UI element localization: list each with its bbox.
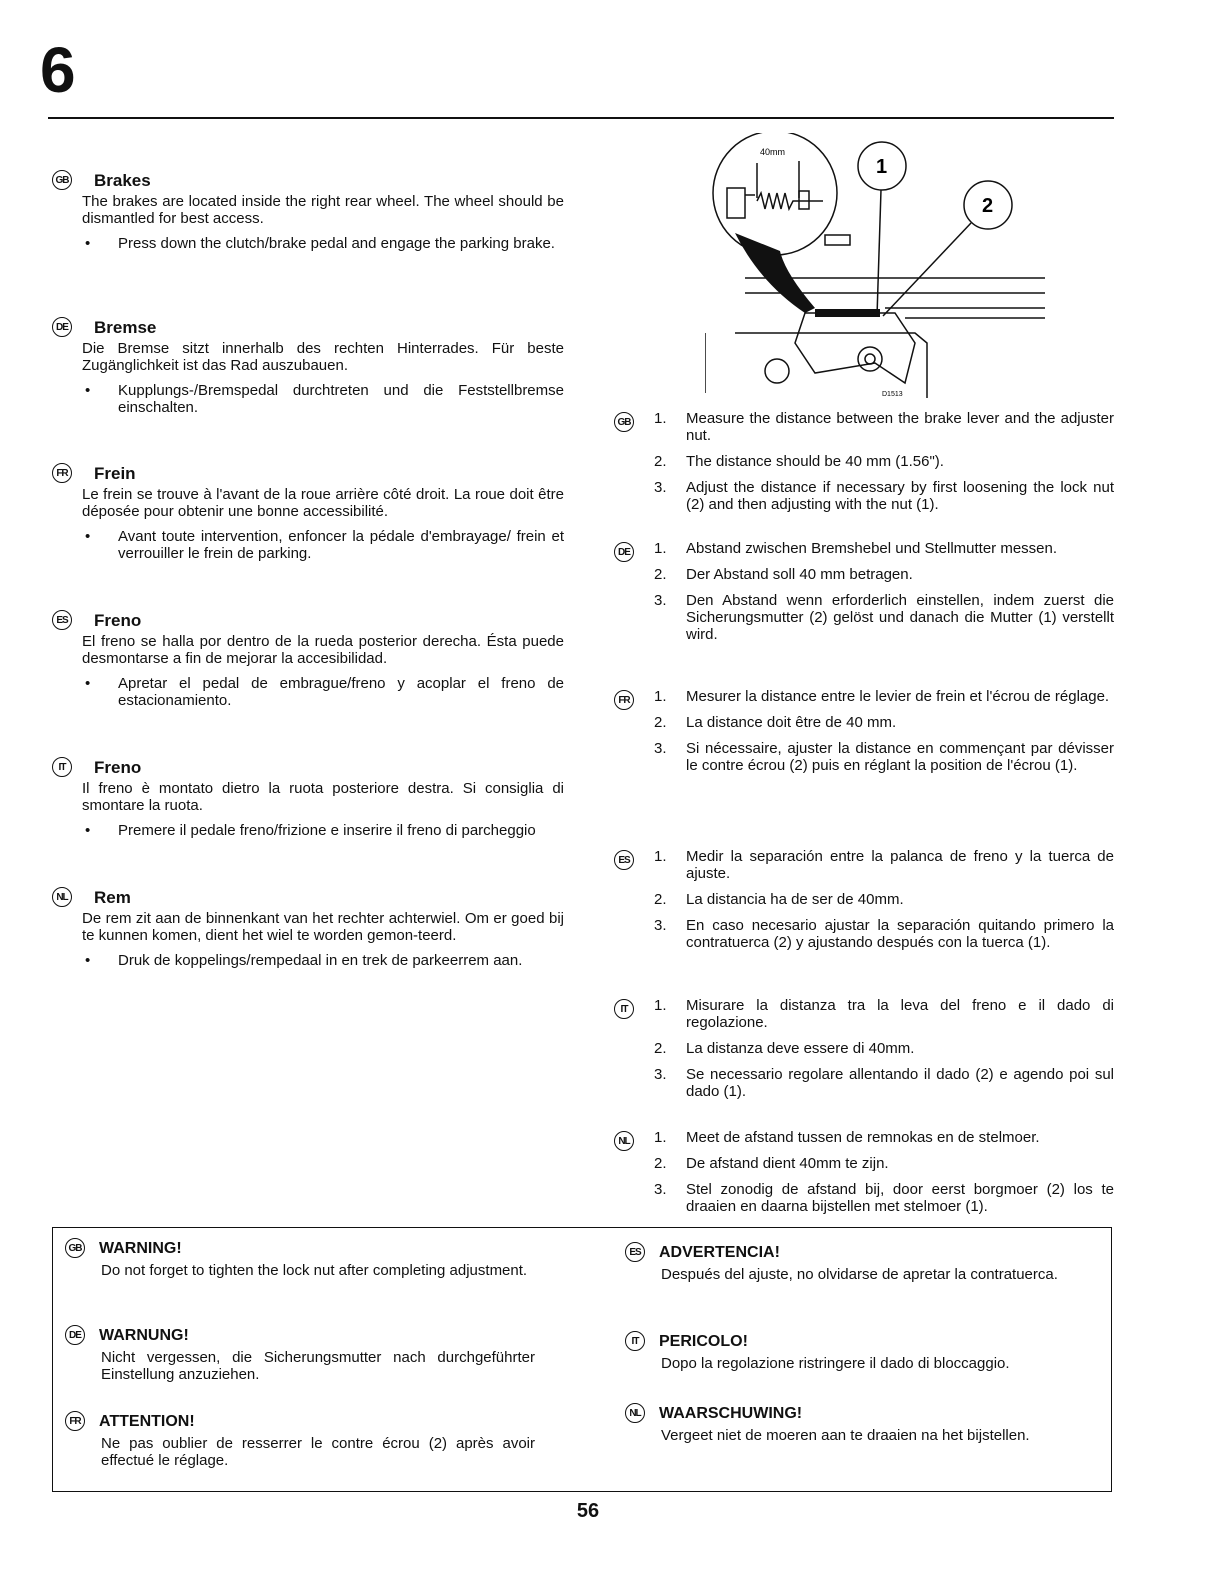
bullet-item <box>82 528 564 562</box>
language-badge-icon: DE <box>614 542 634 562</box>
chapter-number: 6 <box>40 34 76 106</box>
section-title: Frein <box>94 463 136 483</box>
warning-fr <box>65 1411 535 1469</box>
language-badge-icon: ES <box>614 850 634 870</box>
bullet-icon: • <box>85 952 91 969</box>
section-heading <box>52 463 564 483</box>
language-badge-icon: IT <box>625 1331 645 1351</box>
step-item <box>654 740 1114 774</box>
section-title: Freno <box>94 610 142 630</box>
callout-1: 1 <box>876 156 888 178</box>
step-text: Measure the distance between the brake lever and the adjuster nut. <box>686 410 1114 444</box>
language-badge-icon: IT <box>52 757 72 777</box>
section-heading <box>52 610 564 630</box>
section-heading <box>52 887 564 907</box>
section-nl <box>52 887 564 969</box>
steps-gb <box>588 410 1114 522</box>
step-number: 1. <box>654 688 667 705</box>
warning-heading <box>65 1411 535 1431</box>
step-number: 1. <box>654 410 667 427</box>
warning-title: WAARSCHUWING! <box>659 1404 803 1422</box>
callout-2: 2 <box>982 195 994 217</box>
step-number: 2. <box>654 453 667 470</box>
warning-heading <box>65 1238 535 1258</box>
header-rule <box>48 117 1114 119</box>
step-item <box>654 1040 1114 1057</box>
language-badge-icon: DE <box>65 1325 85 1345</box>
warning-title: PERICOLO! <box>659 1332 748 1350</box>
section-de <box>52 317 564 416</box>
bullet-item <box>82 235 564 252</box>
step-text: La distancia ha de ser de 40mm. <box>686 891 904 908</box>
language-badge-icon: GB <box>65 1238 85 1258</box>
section-heading <box>52 757 564 777</box>
step-number: 3. <box>654 917 667 934</box>
steps-es <box>588 848 1114 960</box>
warning-title: WARNUNG! <box>99 1326 189 1344</box>
step-item <box>654 1129 1114 1146</box>
warning-es <box>625 1242 1095 1283</box>
step-number: 1. <box>654 848 667 865</box>
steps-de <box>588 540 1114 652</box>
bullet-item <box>82 952 564 969</box>
bullet-text: Apretar el pedal de embrague/freno y acoplar el freno de estacionamiento. <box>118 675 564 709</box>
warning-heading <box>625 1331 1095 1351</box>
step-number: 3. <box>654 592 667 609</box>
warning-body: Dopo la regolazione ristringere il dado di bloccaggio. <box>661 1355 1010 1372</box>
step-number: 3. <box>654 479 667 496</box>
bullet-icon: • <box>85 528 91 545</box>
section-body: Die Bremse sitzt innerhalb des rechten Hinterrades. Für beste Zugänglichkeit ist das Rad auszubauen. <box>82 340 564 374</box>
warning-it <box>625 1331 1095 1372</box>
step-item <box>654 917 1114 951</box>
step-text: En caso necesario ajustar la separación quitando primero la contratuerca (2) y ajustando después con la tuerca (1). <box>686 917 1114 951</box>
step-text: Meet de afstand tussen de remnokas en de stelmoer. <box>686 1129 1040 1146</box>
step-text: Abstand zwischen Bremshebel und Stellmutter messen. <box>686 540 1058 557</box>
warning-body: Después del ajuste, no olvidarse de apretar la contratuerca. <box>661 1266 1058 1283</box>
warning-heading <box>65 1325 535 1345</box>
step-text: Se necessario regolare allentando il dado (2) e agendo poi sul dado (1). <box>686 1066 1114 1100</box>
section-heading <box>52 170 564 190</box>
magnifier-pointer <box>735 233 815 313</box>
warning-body: Vergeet niet de moeren aan te draaien na het bijstellen. <box>661 1427 1030 1444</box>
bullet-text: Press down the clutch/brake pedal and engage the parking brake. <box>118 235 555 252</box>
step-item <box>654 540 1114 557</box>
warning-de <box>65 1325 535 1383</box>
section-title: Freno <box>94 757 142 777</box>
bullet-icon: • <box>85 675 91 692</box>
bullet-item <box>82 675 564 709</box>
bullet-text: Avant toute intervention, enfoncer la pédale d'embrayage/ frein et verrouiller le frein de parking. <box>118 528 564 562</box>
step-item <box>654 566 1114 583</box>
warning-heading <box>625 1403 1095 1423</box>
step-text: Stel zonodig de afstand bij, door eerst borgmoer (2) los te draaien en daarna bijstellen met stelmoer (1). <box>686 1181 1114 1215</box>
language-badge-icon: ES <box>52 610 72 630</box>
step-number: 1. <box>654 997 667 1014</box>
bullet-icon: • <box>85 822 91 839</box>
warning-nl <box>625 1403 1095 1444</box>
section-title: Brakes <box>94 170 151 190</box>
section-body: De rem zit aan de binnenkant van het rechter achterwiel. Om er goed bij te kunnen komen, dient het wiel te worden gemon-teerd. <box>82 910 564 944</box>
step-text: Den Abstand wenn erforderlich einstellen, indem zuerst die Sicherungsmutter (2) gelöst und danach die Mutter (1) verstellt wird. <box>686 592 1114 643</box>
step-number: 3. <box>654 740 667 757</box>
figure-code: D1513 <box>882 391 903 398</box>
warning-body: Do not forget to tighten the lock nut after completing adjustment. <box>101 1262 528 1279</box>
step-text: Adjust the distance if necessary by first loosening the lock nut (2) and then adjusting with the nut (1). <box>686 479 1114 513</box>
language-badge-icon: FR <box>614 690 634 710</box>
step-item <box>654 479 1114 513</box>
step-text: Der Abstand soll 40 mm betragen. <box>686 566 913 583</box>
language-badge-icon: NL <box>614 1131 634 1151</box>
language-badge-icon: NL <box>625 1403 645 1423</box>
warning-body: Nicht vergessen, die Sicherungsmutter nach durchgeführter Einstellung anzuziehen. <box>101 1349 535 1383</box>
warning-gb <box>65 1238 535 1279</box>
warning-heading <box>625 1242 1095 1262</box>
step-number: 2. <box>654 1155 667 1172</box>
step-number: 2. <box>654 714 667 731</box>
language-badge-icon: FR <box>65 1411 85 1431</box>
language-badge-icon: FR <box>52 463 72 483</box>
step-item <box>654 688 1114 705</box>
language-badge-icon: NL <box>52 887 72 907</box>
step-text: The distance should be 40 mm (1.56"). <box>686 453 944 470</box>
language-badge-icon: IT <box>614 999 634 1019</box>
step-number: 2. <box>654 891 667 908</box>
step-number: 1. <box>654 540 667 557</box>
step-item <box>654 592 1114 643</box>
bullet-icon: • <box>85 235 91 252</box>
step-text: La distanza deve essere di 40mm. <box>686 1040 915 1057</box>
step-number: 2. <box>654 566 667 583</box>
step-item <box>654 1155 1114 1172</box>
section-body: Le frein se trouve à l'avant de la roue arrière côté droit. La roue doit être déposée pour obtenir une bonne accessibilité. <box>82 486 564 520</box>
page-number: 56 <box>576 1500 600 1522</box>
section-es <box>52 610 564 709</box>
brake-adjustment-diagram <box>705 133 1050 398</box>
step-number: 1. <box>654 1129 667 1146</box>
section-body: El freno se halla por dentro de la rueda posterior derecha. Ésta puede desmontarse a fin de mejorar la accesibilidad. <box>82 633 564 667</box>
bullet-text: Kupplungs-/Bremspedal durchtreten und die Feststellbremse einschalten. <box>118 382 564 416</box>
section-it <box>52 757 564 839</box>
language-badge-icon: ES <box>625 1242 645 1262</box>
step-text: La distance doit être de 40 mm. <box>686 714 897 731</box>
steps-nl <box>588 1129 1114 1224</box>
warning-body: Ne pas oublier de resserrer le contre écrou (2) après avoir effectué le réglage. <box>101 1435 535 1469</box>
section-gb <box>52 170 564 252</box>
step-item <box>654 453 1114 470</box>
warning-title: ATTENTION! <box>99 1412 195 1430</box>
step-number: 3. <box>654 1181 667 1198</box>
bullet-text: Druk de koppelings/rempedaal in en trek de parkeerrem aan. <box>118 952 523 969</box>
step-number: 3. <box>654 1066 667 1083</box>
step-text: Misurare la distanza tra la leva del freno e il dado di regolazione. <box>686 997 1114 1031</box>
step-text: Mesurer la distance entre le levier de frein et l'écrou de réglage. <box>686 688 1110 705</box>
steps-fr <box>588 688 1114 783</box>
step-item <box>654 1066 1114 1100</box>
bullet-text: Premere il pedale freno/frizione e inserire il freno di parcheggio <box>118 822 536 839</box>
warning-title: WARNING! <box>99 1239 182 1257</box>
warning-title: ADVERTENCIA! <box>659 1243 780 1261</box>
section-title: Bremse <box>94 317 157 337</box>
step-text: Si nécessaire, ajuster la distance en commençant par dévisser le contre écrou (2) puis en réglant la position de l'écrou (1). <box>686 740 1114 774</box>
step-item <box>654 1181 1114 1215</box>
language-badge-icon: GB <box>52 170 72 190</box>
language-badge-icon: GB <box>614 412 634 432</box>
step-text: Medir la separación entre la palanca de freno y la tuerca de ajuste. <box>686 848 1114 882</box>
warning-box <box>52 1227 1112 1492</box>
bullet-item <box>82 822 564 839</box>
section-body: Il freno è montato dietro la ruota posteriore destra. Si consiglia di smontare la ruota. <box>82 780 564 814</box>
dimension-label: 40mm <box>760 147 786 157</box>
step-item <box>654 997 1114 1031</box>
section-fr <box>52 463 564 562</box>
bullet-item <box>82 382 564 416</box>
steps-it <box>588 997 1114 1109</box>
step-item <box>654 848 1114 882</box>
step-item <box>654 714 1114 731</box>
section-body: The brakes are located inside the right rear wheel. The wheel should be dismantled for best access. <box>82 193 564 227</box>
bullet-icon: • <box>85 382 91 399</box>
section-title: Rem <box>94 887 131 907</box>
section-heading <box>52 317 564 337</box>
language-badge-icon: DE <box>52 317 72 337</box>
step-item <box>654 410 1114 444</box>
step-number: 2. <box>654 1040 667 1057</box>
step-item <box>654 891 1114 908</box>
step-text: De afstand dient 40mm te zijn. <box>686 1155 889 1172</box>
